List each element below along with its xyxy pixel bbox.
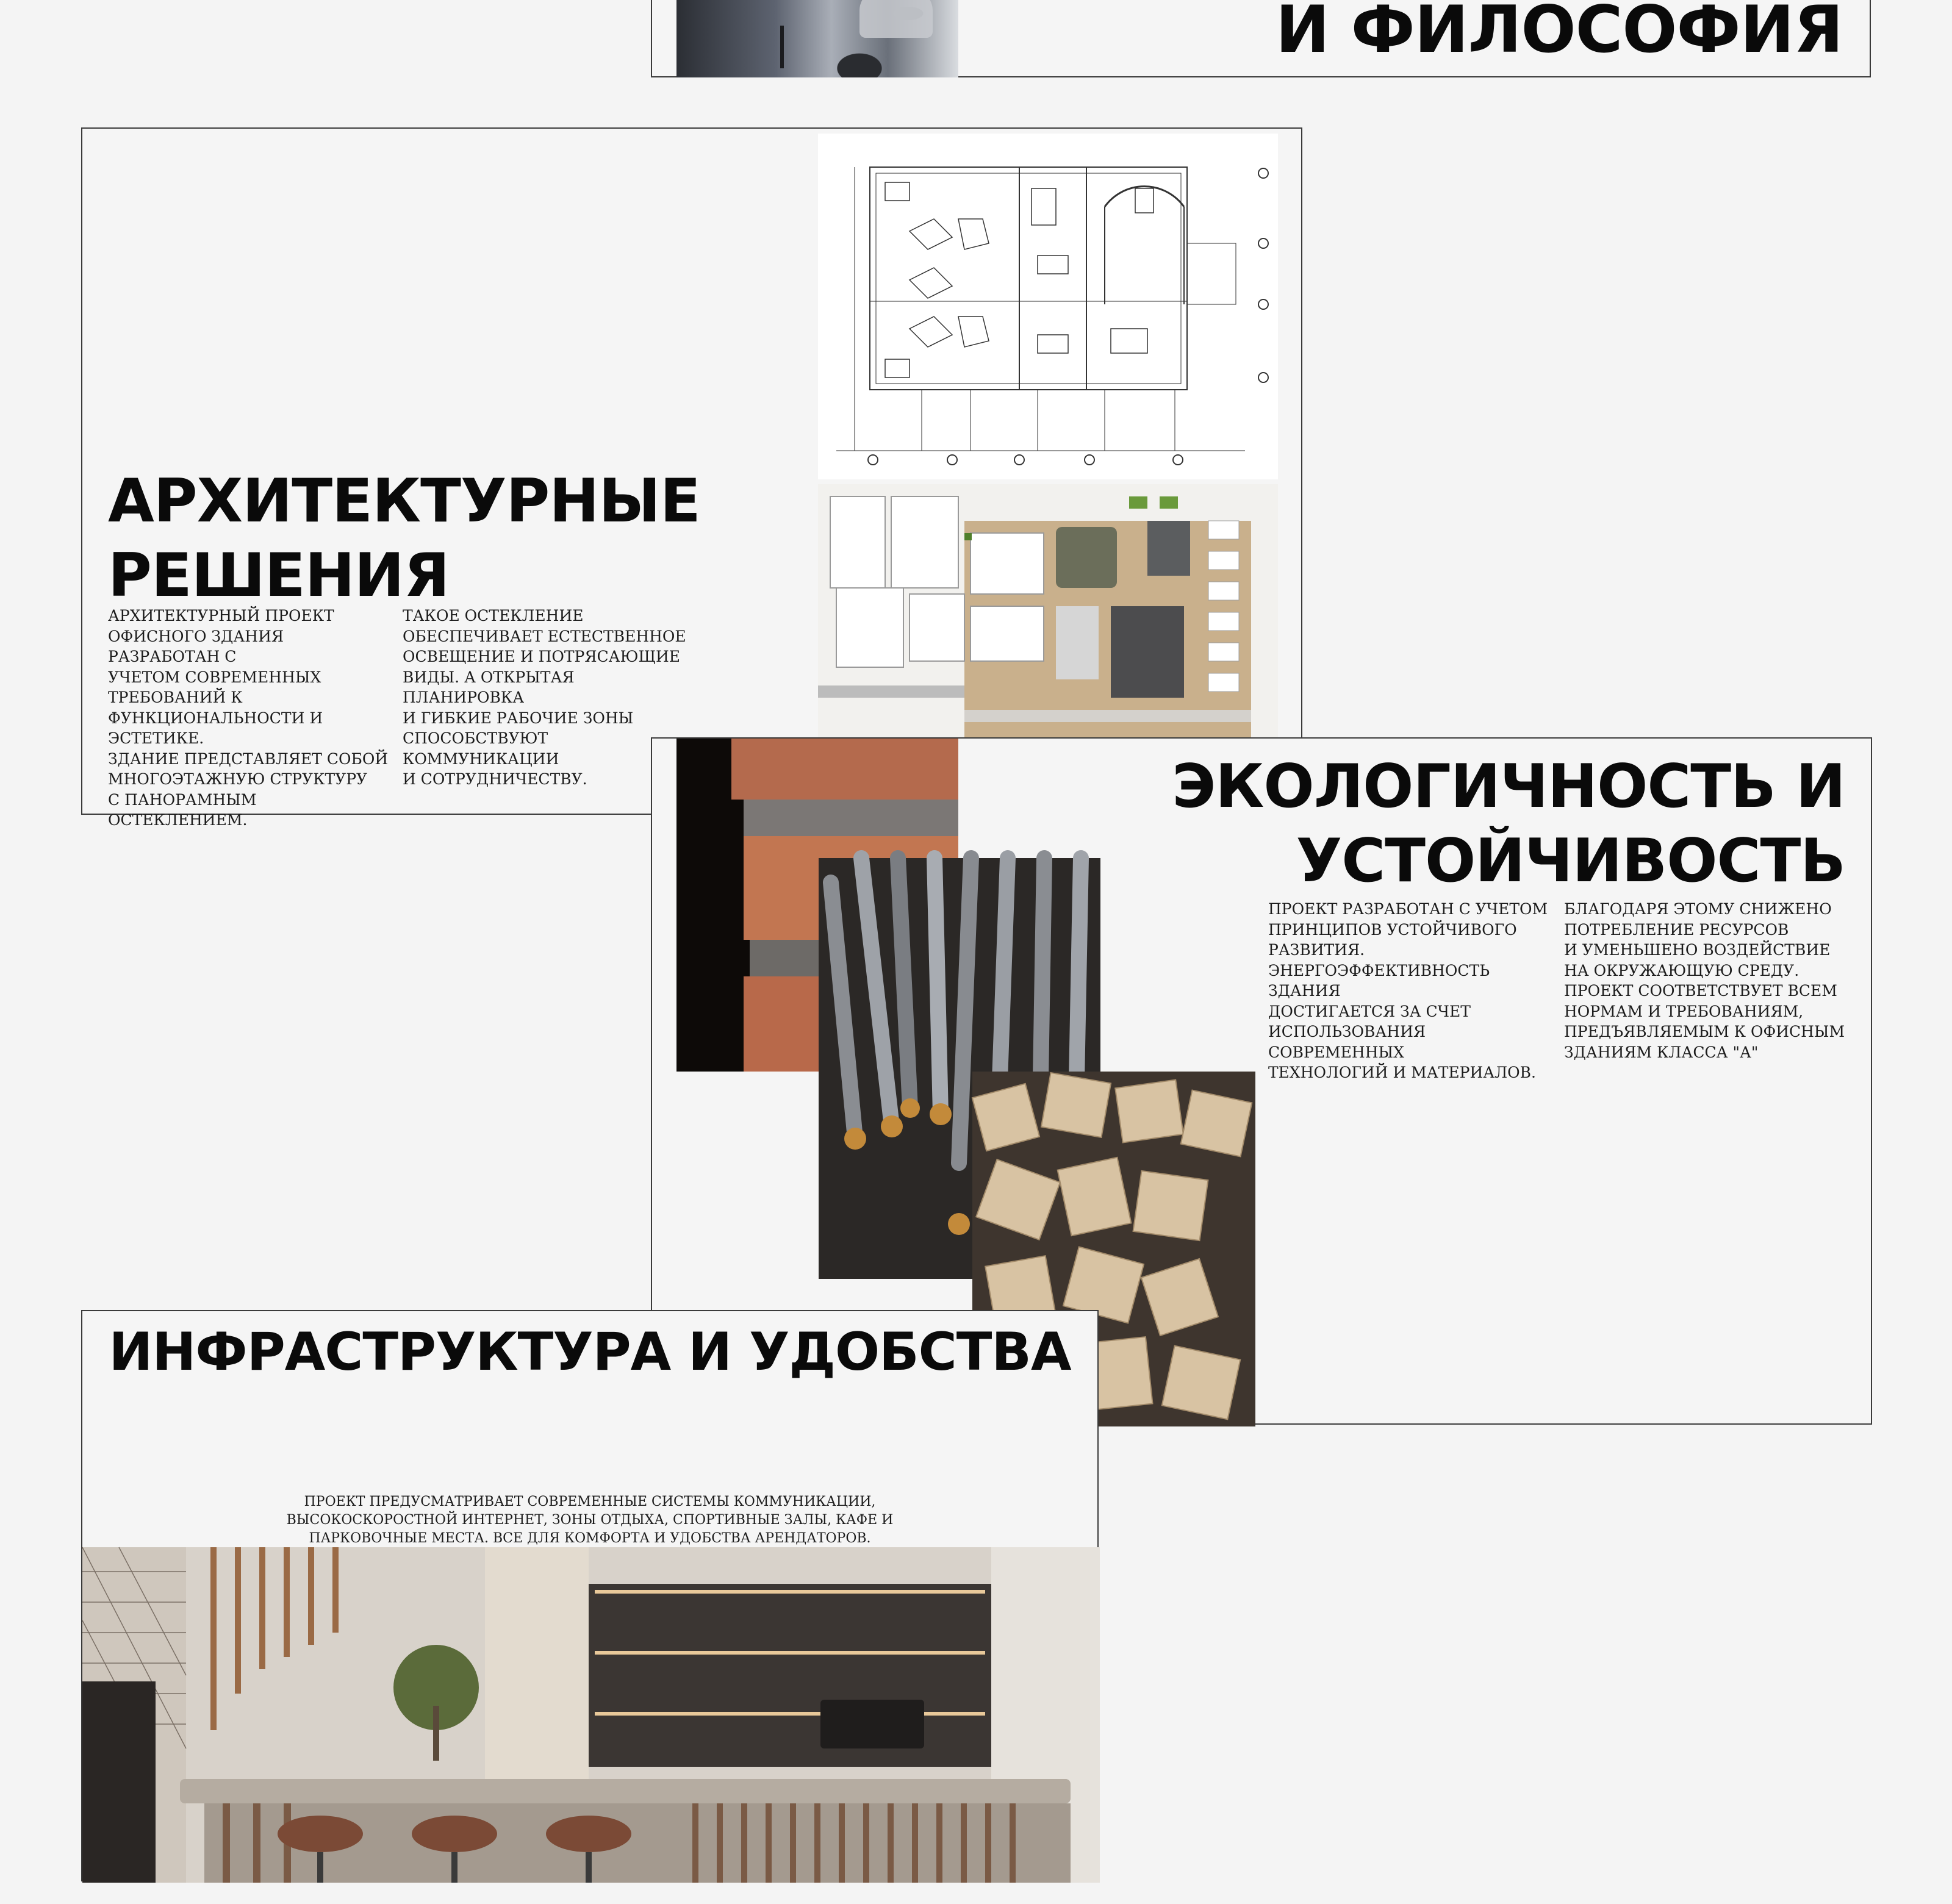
architecture-text-right: ТАКОЕ ОСТЕКЛЕНИЕ ОБЕСПЕЧИВАЕТ ЕСТЕСТВЕННОЕ ОСВЕЩЕНИЕ И ПОТРЯСАЮЩИЕ ВИДЫ. А ОТКРЫТАЯ ПЛАНИРОВКА И ГИБКИЕ РАБОЧИЕ ЗОНЫ СПОСОБСТВУЮТ КОММУНИКАЦИИ И СОТРУДНИЧЕСТВУ. — [403, 607, 686, 788]
infrastructure-panel — [81, 1310, 1099, 1881]
office-interior-photo — [676, 0, 958, 77]
desk-leg-shape — [780, 26, 784, 68]
floor-plan-drawing — [818, 134, 1278, 479]
floor-plan-svg — [818, 134, 1278, 479]
architecture-heading: АРХИТЕКТУРНЫЕ РЕШЕНИЯ — [108, 467, 700, 610]
chair-shape — [859, 0, 933, 38]
ecology-text-right: БЛАГОДАРЯ ЭТОМУ СНИЖЕНО ПОТРЕБЛЕНИЕ РЕСУРСОВ И УМЕНЬШЕНО ВОЗДЕЙСТВИЕ НА ОКРУЖАЮЩУЮ СРЕДУ. ПРОЕКТ СООТВЕТСТВУЕТ ВСЕМ НОРМАМ И ТРЕБОВАНИЯМ, ПРЕДЪЯВЛЯЕМЫМ К ОФИСНЫМ ЗДАНИЯМ КЛАССА "А" — [1564, 900, 1845, 1061]
philosophy-panel — [651, 0, 1871, 77]
cafe-interior-render — [82, 1547, 1100, 1883]
ecology-heading: ЭКОЛОГИЧНОСТЬ И УСТОЙЧИВОСТЬ — [1172, 752, 1845, 896]
ecology-text-left: ПРОЕКТ РАЗРАБОТАН С УЧЕТОМ ПРИНЦИПОВ УСТОЙЧИВОГО РАЗВИТИЯ. ЭНЕРГОЭФФЕКТИВНОСТЬ ЗДАНИЯ ДОСТИГАЕТСЯ ЗА СЧЕТ ИСПОЛЬЗОВАНИЯ СОВРЕМЕННЫХ ТЕХНОЛОГИЙ И МАТЕРИАЛОВ. — [1268, 900, 1548, 1081]
infrastructure-text: ПРОЕКТ ПРЕДУСМАТРИВАЕТ СОВРЕМЕННЫЕ СИСТЕМЫ КОММУНИКАЦИИ, ВЫСОКОСКОРОСТНОЙ ИНТЕРНЕТ, ЗОНЫ ОТДЫХА, СПОРТИВНЫЕ ЗАЛЫ, КАФЕ И ПАРКОВОЧНЫЕ МЕСТА. ВСЕ ДЛЯ КОМФОРТА И УДОБСТВА АРЕНДАТОРОВ. — [286, 1494, 894, 1546]
infrastructure-heading: ИНФРАСТРУКТУРА И УДОБСТВА — [109, 1322, 1071, 1383]
cafe-svg — [82, 1547, 1100, 1883]
philosophy-heading: И ФИЛОСОФИЯ — [1276, 0, 1843, 67]
architecture-panel — [81, 127, 1302, 829]
architecture-text-left: АРХИТЕКТУРНЫЙ ПРОЕКТ ОФИСНОГО ЗДАНИЯ РАЗРАБОТАН С УЧЕТОМ СОВРЕМЕННЫХ ТРЕБОВАНИЙ К ФУНКЦИОНАЛЬНОСТИ И ЭСТЕТИКЕ. ЗДАНИЕ ПРЕДСТАВЛЯЕТ СОБОЙ МНОГОЭТАЖНУЮ СТРУКТУРУ С ПАНОРАМНЫМ ОСТЕКЛЕНИЕМ. — [108, 607, 389, 829]
